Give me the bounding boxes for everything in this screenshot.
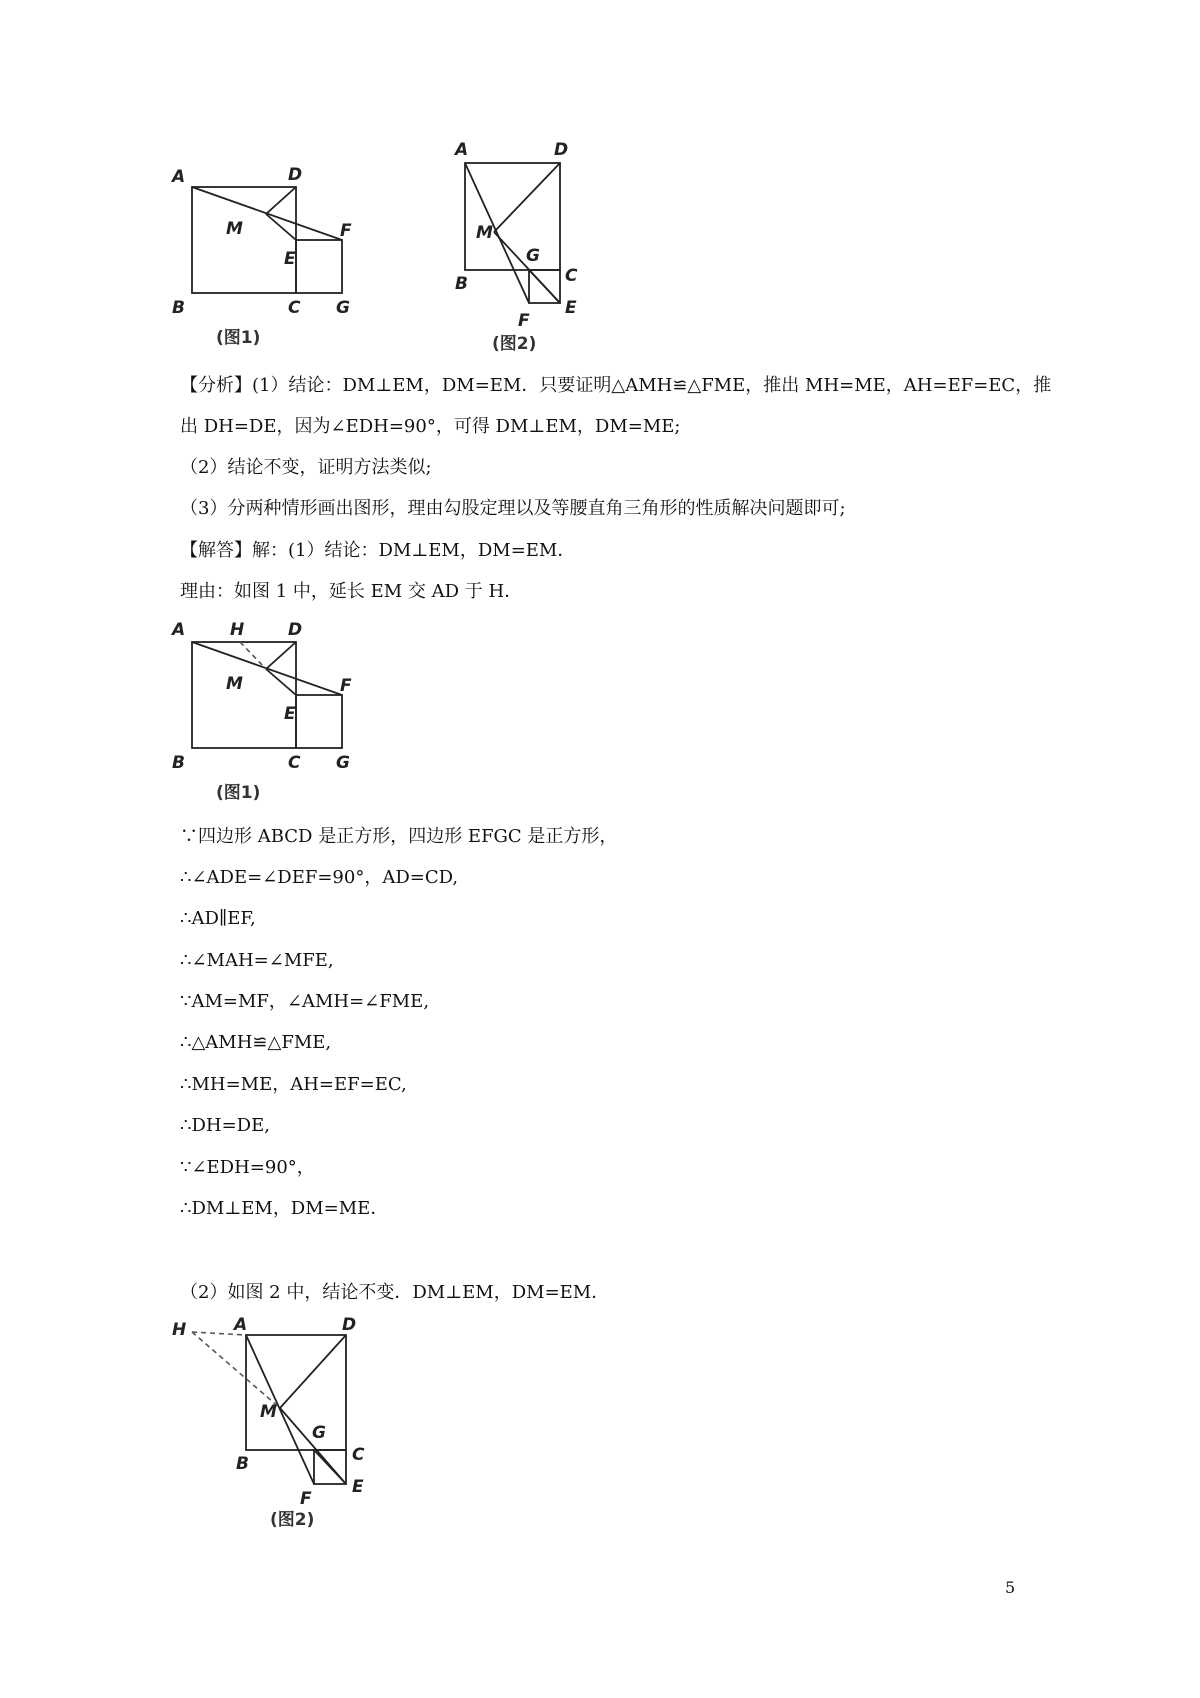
label-a: A: [234, 1315, 248, 1335]
proof-step-9: ∵∠EDH=90°，: [180, 1157, 315, 1178]
label-b: B: [455, 274, 468, 294]
figure-2h-diagram: [170, 1310, 390, 1530]
analysis-part-2: （2）结论不变，证明方法类似;: [180, 457, 432, 478]
label-f: F: [518, 311, 530, 331]
analysis-part-3: （3）分两种情形画出图形，理由勾股定理以及等腰直角三角形的性质解决问题即可;: [180, 498, 846, 519]
page-number: 5: [1005, 1578, 1016, 1597]
part-2-heading: （2）如图 2 中，结论不变．DM⊥EM，DM=EM．: [180, 1282, 610, 1303]
figure-1h-caption: (图1): [216, 783, 261, 803]
figure-1-caption: (图1): [216, 328, 261, 348]
proof-step-10: ∴DM⊥EM，DM=ME．: [180, 1198, 389, 1219]
answer-heading: 【解答】解：(1）结论：DM⊥EM，DM=EM．: [180, 540, 576, 561]
proof-step-7: ∴MH=ME，AH=EF=EC,: [180, 1074, 407, 1095]
proof-step-6: ∴△AMH≌△FME,: [180, 1032, 332, 1053]
label-c: C: [288, 753, 301, 773]
label-a: A: [172, 620, 186, 640]
label-g: G: [336, 298, 350, 318]
label-h: H: [230, 620, 245, 640]
label-f: F: [300, 1489, 312, 1509]
reason-line: 理由：如图 1 中，延长 EM 交 AD 于 H．: [180, 581, 523, 602]
label-e: E: [284, 249, 296, 269]
label-g: G: [336, 753, 350, 773]
label-d: D: [554, 140, 569, 160]
figure-2-with-h: [170, 1310, 390, 1530]
label-e: E: [352, 1477, 364, 1497]
label-m: M: [226, 219, 243, 239]
label-m: M: [260, 1402, 277, 1422]
figure-2-top: [440, 135, 600, 365]
label-m: M: [476, 223, 493, 243]
analysis-line-1: 【分析】(1）结论：DM⊥EM，DM=EM．只要证明△AMH≌△FME，推出 MH=ME，AH=EF=EC，推: [180, 375, 1052, 396]
label-m: M: [226, 674, 243, 694]
label-f: F: [340, 676, 352, 696]
figure-2h-caption: (图2): [270, 1510, 315, 1530]
label-f: F: [340, 221, 352, 241]
label-c: C: [288, 298, 301, 318]
figure-2-caption: (图2): [492, 334, 537, 354]
proof-step-4: ∴∠MAH=∠MFE,: [180, 950, 334, 971]
proof-step-3: ∴AD∥EF,: [180, 908, 256, 929]
label-b: B: [172, 753, 185, 773]
label-h: H: [172, 1320, 187, 1340]
figure-1-diagram: [170, 160, 370, 360]
label-b: B: [236, 1454, 249, 1474]
proof-step-5: ∵AM=MF，∠AMH=∠FME,: [180, 991, 430, 1012]
label-b: B: [172, 298, 185, 318]
label-c: C: [565, 266, 578, 286]
proof-step-2: ∴∠ADE=∠DEF=90°，AD=CD,: [180, 867, 459, 888]
figure-1h-diagram: [170, 613, 370, 813]
analysis-line-2: 出 DH=DE，因为∠EDH=90°，可得 DM⊥EM，DM=ME;: [180, 416, 681, 437]
proof-step-1: ∵四边形 ABCD 是正方形，四边形 EFGC 是正方形，: [180, 826, 618, 847]
label-g: G: [526, 246, 540, 266]
label-g: G: [312, 1423, 326, 1443]
label-d: D: [288, 620, 303, 640]
figure-2-diagram: [440, 135, 600, 365]
label-e: E: [284, 704, 296, 724]
proof-step-8: ∴DH=DE,: [180, 1115, 270, 1136]
figure-1-top: [170, 160, 370, 360]
label-c: C: [352, 1445, 365, 1465]
label-d: D: [288, 165, 303, 185]
label-a: A: [455, 140, 469, 160]
label-a: A: [172, 167, 186, 187]
figure-1-with-h: [170, 613, 370, 813]
label-d: D: [342, 1315, 357, 1335]
label-e: E: [565, 298, 577, 318]
